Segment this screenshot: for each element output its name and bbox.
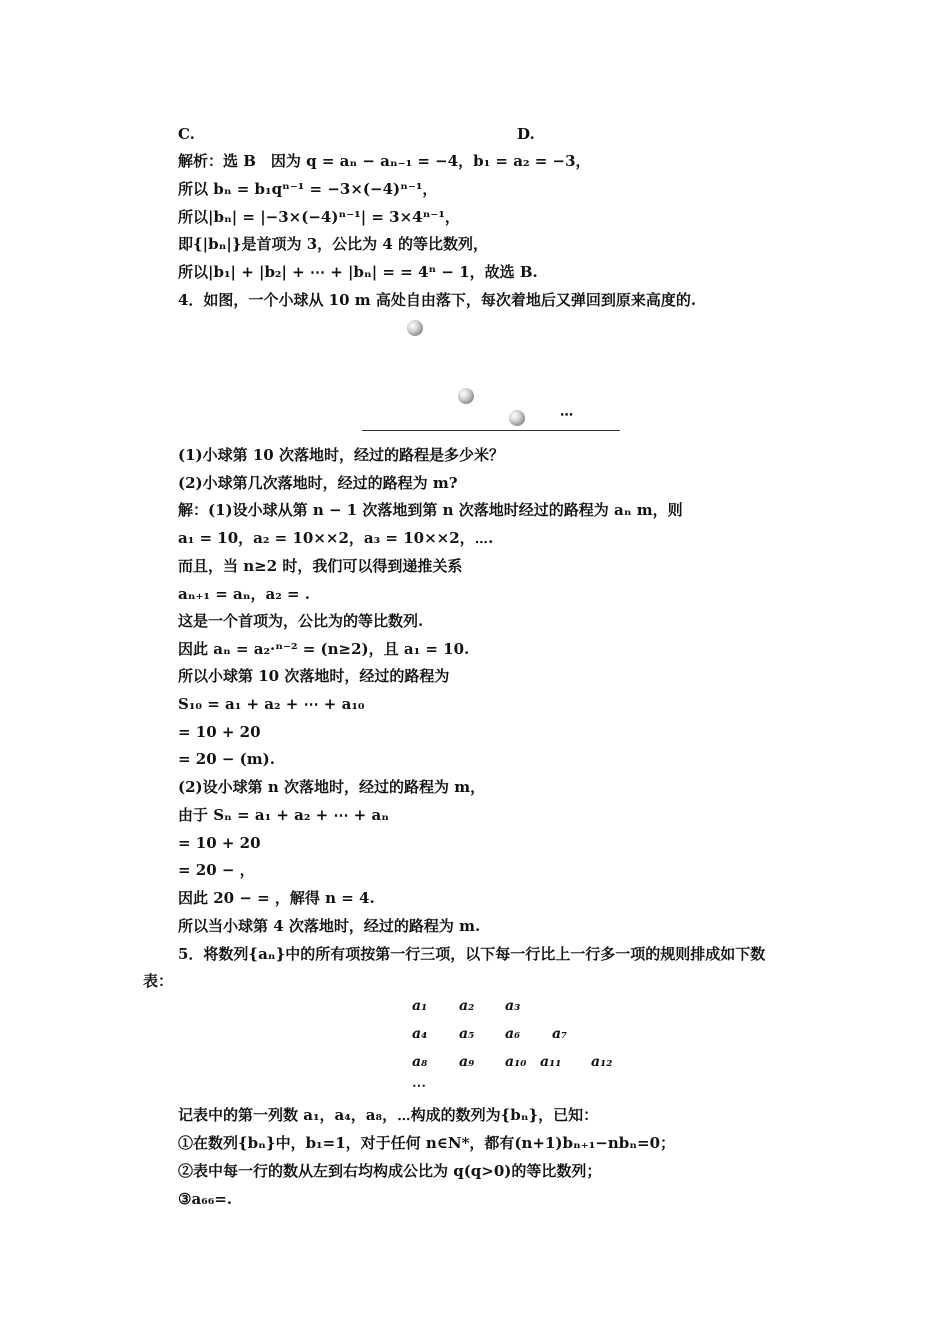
ball-icon (509, 410, 525, 426)
answer-line-15: 因此 20 − = ，解得 n = 4. (178, 889, 375, 907)
answer-line-9: = 10 + 20 (178, 723, 261, 741)
answer-line-4: aₙ₊₁ = aₙ，a₂ = . (178, 585, 311, 603)
table-cell: a₂ (459, 998, 475, 1014)
given-line-3: ②表中每一行的数从左到右均构成公比为 q(q>0)的等比数列； (178, 1162, 602, 1180)
answer-line-11: (2)设小球第 n 次落地时，经过的路程为 m， (178, 778, 486, 796)
table-cell: a₁₁ (540, 1054, 562, 1070)
table-cell: a₉ (459, 1054, 475, 1070)
bouncing-ball-figure (360, 318, 630, 436)
figure-ellipsis: ⋯ (560, 408, 573, 423)
ground-line (362, 430, 620, 431)
solution-line-2: 所以 bₙ = b₁qⁿ⁻¹ = −3×(−4)ⁿ⁻¹， (178, 180, 438, 198)
answer-line-14: = 20 − ， (178, 861, 255, 879)
table-cell: a₃ (505, 998, 521, 1014)
table-cell: a₁₂ (591, 1054, 613, 1070)
table-cell: a₁ (412, 998, 428, 1014)
given-line-2: ①在数列{bₙ}中，b₁=1，对于任何 n∈N*，都有(n+1)bₙ₊₁−nbₙ=0； (178, 1134, 676, 1152)
ball-icon (458, 388, 474, 404)
solution-line-4: 即{|bₙ|}是首项为 3，公比为 4 的等比数列， (178, 235, 489, 253)
problem-5-statement-cont: 表： (143, 972, 174, 990)
problem-5-statement: 5．将数列{aₙ}中的所有项按第一行三项，以下每一行比上一行多一项的规则排成如下数 (178, 945, 766, 963)
answer-line-13: = 10 + 20 (178, 834, 261, 852)
option-c: C. (178, 125, 195, 143)
table-cell: a₈ (412, 1054, 428, 1070)
table-cell: a₆ (505, 1026, 521, 1042)
answer-line-16: 所以当小球第 4 次落地时，经过的路程为 m. (178, 917, 481, 935)
table-ellipsis: ⋯ (412, 1078, 426, 1094)
solution-line-1: 解析：选 B 因为 q = aₙ − aₙ₋₁ = −4，b₁ = a₂ = −3， (178, 152, 591, 170)
answer-line-5: 这是一个首项为，公比为的等比数列. (178, 612, 424, 630)
problem-4-statement: 4．如图，一个小球从 10 m 高处自由落下，每次着地后又弹回到原来高度的. (178, 291, 697, 309)
answer-line-6: 因此 aₙ = a₂·ⁿ⁻² = (n≥2)，且 a₁ = 10. (178, 640, 470, 658)
question-2: (2)小球第几次落地时，经过的路程为 m? (178, 474, 458, 492)
table-cell: a₄ (412, 1026, 428, 1042)
answer-line-8: S₁₀ = a₁ + a₂ + ⋯ + a₁₀ (178, 695, 365, 713)
answer-line-10: = 20 − (m). (178, 750, 275, 768)
answer-line-12: 由于 Sₙ = a₁ + a₂ + ⋯ + aₙ (178, 806, 389, 824)
question-1: (1)小球第 10 次落地时，经过的路程是多少米？ (178, 446, 504, 464)
answer-line-2: a₁ = 10，a₂ = 10××2，a₃ = 10××2，⋯. (178, 529, 494, 547)
answer-line-3: 而且，当 n≥2 时，我们可以得到递推关系 (178, 557, 463, 575)
solution-line-5: 所以|b₁| + |b₂| + ⋯ + |bₙ| = = 4ⁿ − 1，故选 B. (178, 263, 538, 281)
answer-line-7: 所以小球第 10 次落地时，经过的路程为 (178, 667, 450, 685)
ball-icon (407, 320, 423, 336)
table-cell: a₇ (552, 1026, 568, 1042)
option-d: D. (517, 125, 535, 143)
given-line-1: 记表中的第一列数 a₁，a₄，a₈，⋯构成的数列为{bₙ}，已知： (178, 1106, 599, 1124)
table-cell: a₁₀ (505, 1054, 527, 1070)
solution-line-3: 所以|bₙ| = |−3×(−4)ⁿ⁻¹| = 3×4ⁿ⁻¹， (178, 208, 460, 226)
answer-line-1: 解：(1)设小球从第 n − 1 次落地到第 n 次落地时经过的路程为 aₙ m，则 (178, 501, 683, 519)
table-cell: a₅ (459, 1026, 475, 1042)
given-line-4: ③a₆₆=. (178, 1190, 233, 1208)
